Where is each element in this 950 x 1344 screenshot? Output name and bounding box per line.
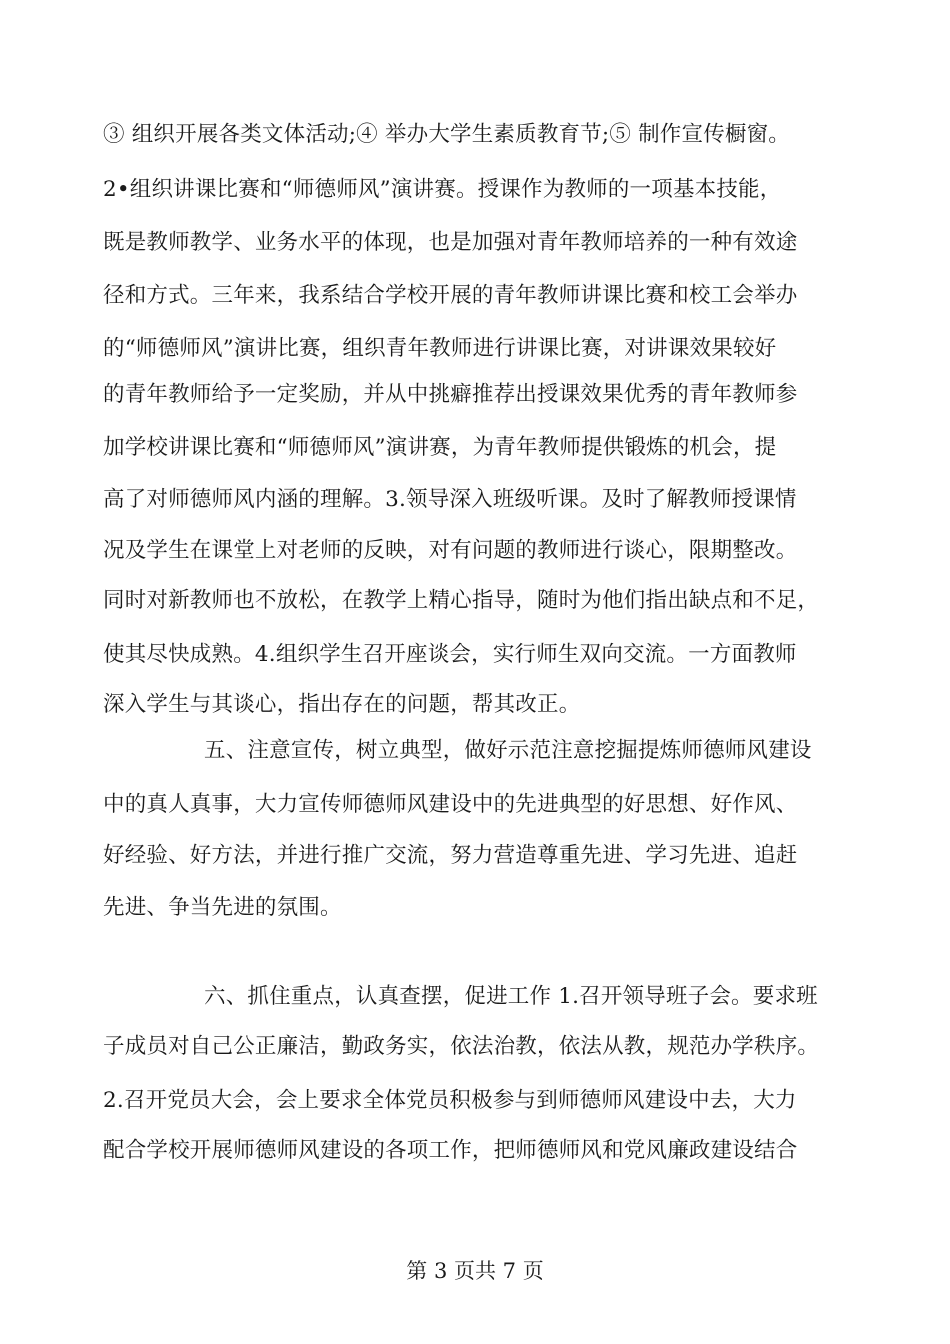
text-line: ③ 组织开展各类文体活动;④ 举办大学生素质教育节;⑤ 制作宣传橱窗。	[103, 122, 790, 147]
text-line: 径和方式。三年来，我系结合学校开展的青年教师讲课比赛和校工会举办	[103, 283, 798, 308]
text-line: 使其尽快成熟。4.组织学生召开座谈会，实行师生双向交流。一方面教师	[103, 642, 797, 667]
text-line: 好经验、好方法，并进行推广交流，努力营造尊重先进、学习先进、追赶	[103, 843, 798, 868]
text-line: 的“师德师风”演讲比赛，组织青年教师进行讲课比赛，对讲课效果较好	[103, 336, 777, 361]
section-heading-6: 六、抓住重点，认真查摆，促进工作 1.召开领导班子会。要求班	[204, 984, 818, 1009]
text-line: 深入学生与其谈心，指出存在的问题，帮其改正。	[103, 692, 581, 717]
text-line: 子成员对自己公正廉洁，勤政务实，依法治教，依法从教，规范办学秩序。	[103, 1034, 820, 1059]
page-number: 第 3 页共 7 页	[406, 1259, 544, 1283]
text-line: 2.召开党员大会，会上要求全体党员积极参与到师德师风建设中去，大力	[103, 1088, 797, 1113]
text-line: 同时对新教师也不放松，在教学上精心指导，随时为他们指出缺点和不足，	[103, 588, 820, 613]
text-line: 的青年教师给予一定奖励，并从中挑癖推荐出授课效果优秀的青年教师参	[103, 382, 798, 407]
section-heading-5: 五、注意宣传，树立典型，做好示范注意挖掘提炼师德师风建设	[204, 738, 812, 763]
text-line: 2•组织讲课比赛和“师德师风”演讲赛。授课作为教师的一项基本技能，	[103, 177, 782, 202]
text-line: 高了对师德师风内涵的理解。3.领导深入班级听课。及时了解教师授课情	[103, 487, 797, 512]
text-line: 况及学生在课堂上对老师的反映，对有问题的教师进行谈心，限期整改。	[103, 538, 798, 563]
text-line: 既是教师教学、业务水平的体现，也是加强对青年教师培养的一种有效途	[103, 230, 798, 255]
text-line: 先进、争当先进的氛围。	[103, 895, 342, 920]
text-line: 加学校讲课比赛和“师德师风”演讲赛，为青年教师提供锻炼的机会，提	[103, 435, 777, 460]
text-line: 配合学校开展师德师风建设的各项工作，把师德师风和党风廉政建设结合	[103, 1138, 798, 1163]
text-line: 中的真人真事，大力宣传师德师风建设中的先进典型的好思想、好作风、	[103, 792, 798, 817]
